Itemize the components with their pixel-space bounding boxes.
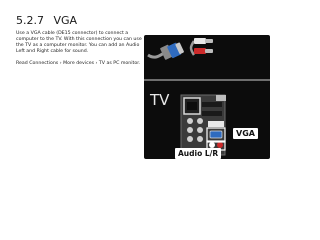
section-number: 5.2.7 <box>16 14 44 27</box>
audio-port-label: Audio L/R <box>175 148 221 159</box>
tv-label: TV <box>150 91 170 109</box>
vga-cable-icon <box>148 42 184 60</box>
section-title: VGA <box>53 14 78 27</box>
section-body <box>16 31 142 67</box>
reference-paragraph: Read Connections › More devices › TV as PC monitor. <box>16 61 141 66</box>
vga-port-label: VGA <box>233 128 258 139</box>
section-heading <box>16 14 77 27</box>
tv-back-panel-icon <box>181 95 226 155</box>
body-paragraph: Use a VGA cable (DE15 connector) to connect a computer to the TV. With this connection you can use the TV as a computer monitor. You can add an Audio Left and Right cable for sound. <box>16 31 142 54</box>
audio-cable-icon <box>191 38 213 55</box>
connection-illustration <box>144 35 270 159</box>
